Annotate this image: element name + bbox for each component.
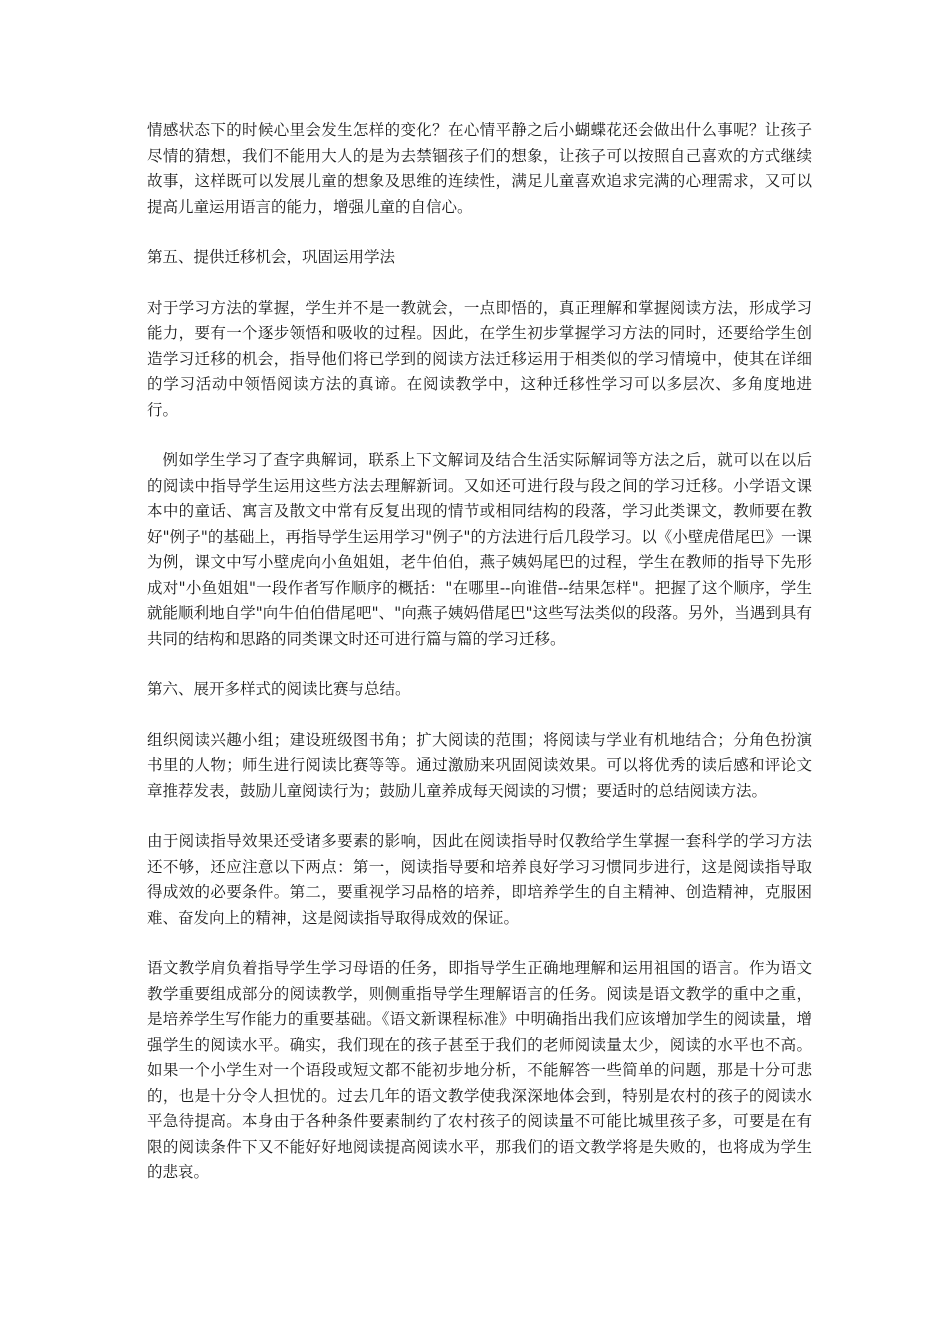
section-heading-five: 第五、提供迁移机会，巩固运用学法 xyxy=(147,248,396,266)
paragraph-chinese-teaching: 语文教学肩负着指导学生学习母语的任务，即指导学生正确地理解和运用祖国的语言。作为语文教学重要组成部分的阅读教学，则侧重指导学生理解语言的任务。阅读是语文教学的重中之重，是培养学生写作能力的重要基础。《语文新课程标准》中明确指出我们应该增加学生的阅读量，增强学生的阅读水平。确实，我们现在的孩子甚至于我们的老师阅读量太少，阅读的水平也不高。如果一个小学生对一个语段或短文都不能初步地分析，不能解答一些简单的问题，那是十分可悲的，也是十分令人担忧的。过去几年的语文教学使我深深地体会到，特别是农村的孩子的阅读水平急待提高。本身由于各种条件要素制约了农村孩子的阅读量不可能比城里孩子多，可要是在有限的阅读条件下又不能好好地阅读提高阅读水平，那我们的语文教学将是失败的，也将成为学生的悲哀。 xyxy=(147,959,812,1181)
paragraph-imagination: 情感状态下的时候心里会发生怎样的变化？在心情平静之后小蝴蝶花还会做出什么事呢？让孩子尽情的猜想，我们不能用大人的是为去禁锢孩子们的想象，让孩子可以按照自己喜欢的方式继续故事，这样既可以发展儿童的想象及思维的连续性，满足儿童喜欢追求完满的心理需求，又可以提高儿童运用语言的能力，增强儿童的自信心。 xyxy=(147,121,812,216)
paragraph-learning-methods: 对于学习方法的掌握，学生并不是一教就会，一点即悟的，真正理解和掌握阅读方法，形成学习能力，要有一个逐步领悟和吸收的过程。因此，在学生初步掌握学习方法的同时，还要给学生创造学习迁移的机会，指导他们将已学到的阅读方法迁移运用于相类似的学习情境中，使其在详细的学习活动中领悟阅读方法的真谛。在阅读教学中，这种迁移性学习可以多层次、多角度地进行。 xyxy=(147,298,812,419)
paragraph-two-points: 由于阅读指导效果还受诸多要素的影响，因此在阅读指导时仅教给学生掌握一套科学的学习方法还不够，还应注意以下两点：第一，阅读指导要和培养良好学习习惯同步进行，这是阅读指导取得成效的必要条件。第二，要重视学习品格的培养，即培养学生的自主精神、创造精神，克服困难、奋发向上的精神，这是阅读指导取得成效的保证。 xyxy=(147,832,812,927)
section-heading-six: 第六、展开多样式的阅读比赛与总结。 xyxy=(147,680,411,698)
document-body xyxy=(147,118,812,1211)
paragraph-transfer-example: 例如学生学习了查字典解词，联系上下文解词及结合生活实际解词等方法之后，就可以在以后的阅读中指导学生运用这些方法去理解新词。又如还可进行段与段之间的学习迁移。小学语文课本中的童话、寓言及散文中常有反复出现的情节或相同结构的段落，学习此类课文，教师要在教好"例子"的基础上，再指导学生运用学习"例子"的方法进行后几段学习。以《小壁虎借尾巴》一课为例，课文中写小壁虎向小鱼姐姐，老牛伯伯，燕子姨妈尾巴的过程，学生在教师的指导下先形成对"小鱼姐姐"一段作者写作顺序的概括："在哪里--向谁借--结果怎样"。把握了这个顺序，学生就能顺利地自学"向牛伯伯借尾吧"、"向燕子姨妈借尾巴"这些写法类似的段落。另外，当遇到具有共同的结构和思路的同类课文时还可进行篇与篇的学习迁移。 xyxy=(147,451,812,648)
paragraph-reading-activities: 组织阅读兴趣小组；建设班级图书角；扩大阅读的范围；将阅读与学业有机地结合；分角色扮演书里的人物；师生进行阅读比赛等等。通过激励来巩固阅读效果。可以将优秀的读后感和评论文章推荐发表，鼓励儿童阅读行为；鼓励儿童养成每天阅读的习惯；要适时的总结阅读方法。 xyxy=(147,730,812,800)
